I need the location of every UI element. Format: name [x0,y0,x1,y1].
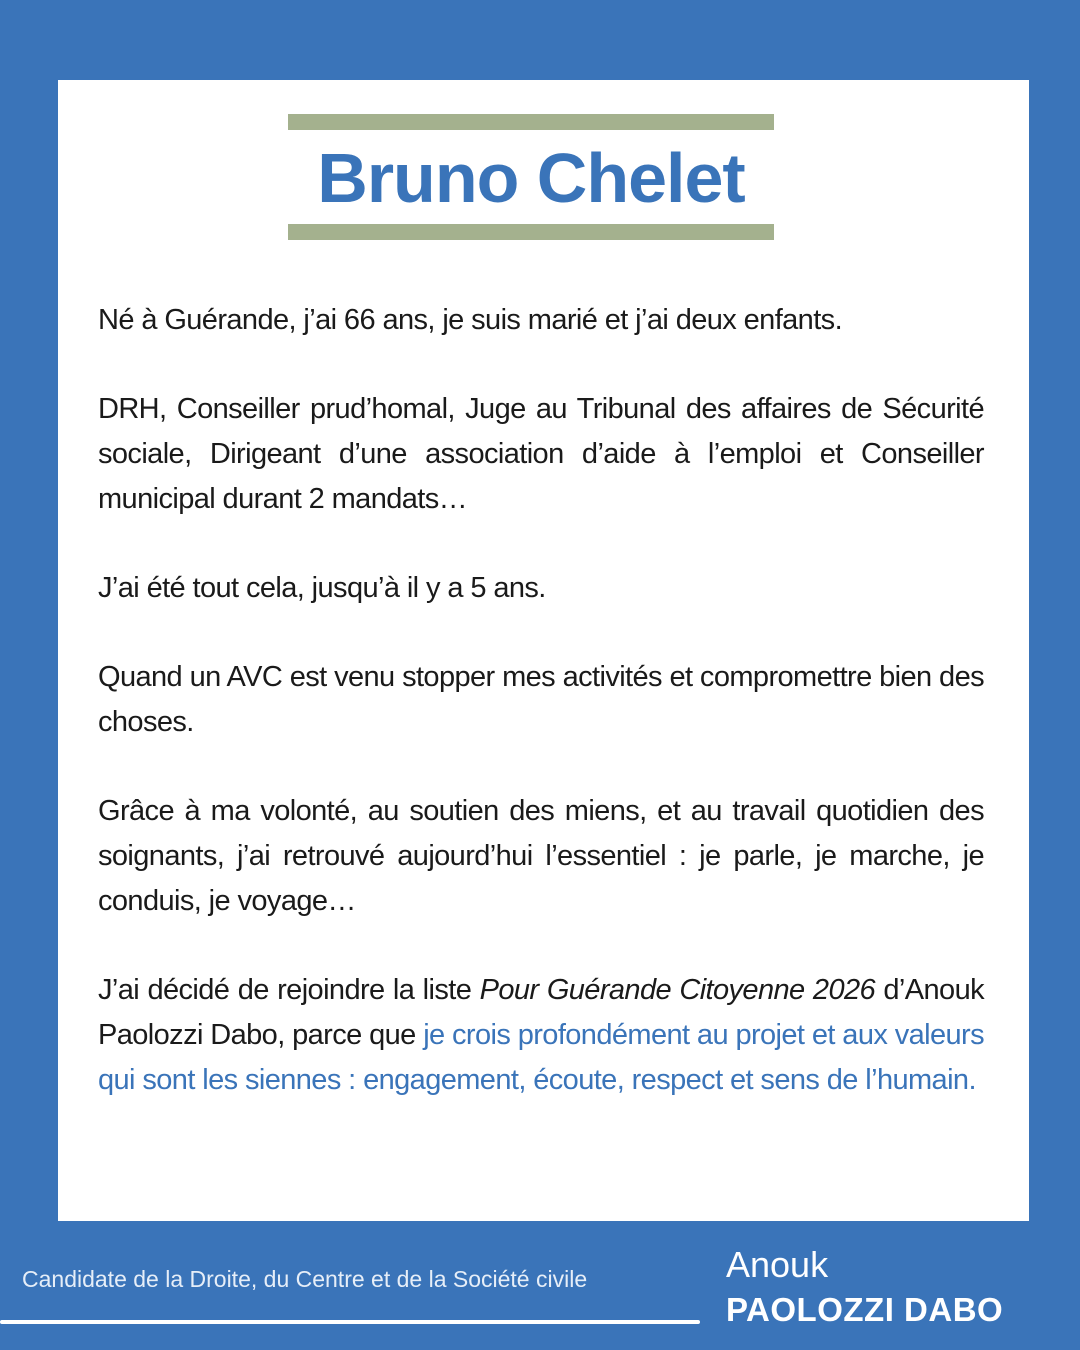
decision-intro: J’ai décidé de rejoindre la liste [98,974,480,1006]
candidate-last-name: PAOLOZZI DABO [726,1291,1004,1328]
paragraph-stroke: Quand un AVC est venu stopper mes activités et compromettre bien des choses. [98,661,984,738]
footer-tagline: Candidate de la Droite, du Centre et de la Société civile [22,1266,588,1292]
footer-divider [0,1320,700,1324]
page-title: Bruno Chelet [317,139,745,217]
title-top-rule [288,114,774,130]
paragraph-decision [98,968,984,1103]
paragraph-recovery: Grâce à ma volonté, au soutien des miens, et au travail quotidien des soignants, j’ai retrouvé aujourd’hui l’essentiel : je parle, je marche, je conduis, je voyage… [98,795,984,917]
content-card [58,80,1029,1221]
paragraph-career: DRH, Conseiller prud’homal, Juge au Tribunal des affaires de Sécurité sociale, Dirigeant d’une association d’aide à l’emploi et Conseiller municipal durant 2 mandats… [98,393,984,515]
title-bottom-rule [288,224,774,240]
decision-highlight: je crois profondément au projet et aux valeurs qui sont les siennes : engagement, écoute, respect et sens de l’humain. [98,1019,985,1096]
decision-middle: d’Anouk Paolozzi Dabo, parce que [98,974,984,1051]
testimony-text [98,298,984,1103]
list-name: Pour Guérande Citoyenne 2026 [479,974,876,1006]
paragraph-intro: Né à Guérande, j’ai 66 ans, je suis marié et j’ai deux enfants. [98,304,843,336]
paragraph-until: J’ai été tout cela, jusqu’à il y a 5 ans. [98,572,546,604]
candidate-first-name: Anouk [726,1244,829,1285]
